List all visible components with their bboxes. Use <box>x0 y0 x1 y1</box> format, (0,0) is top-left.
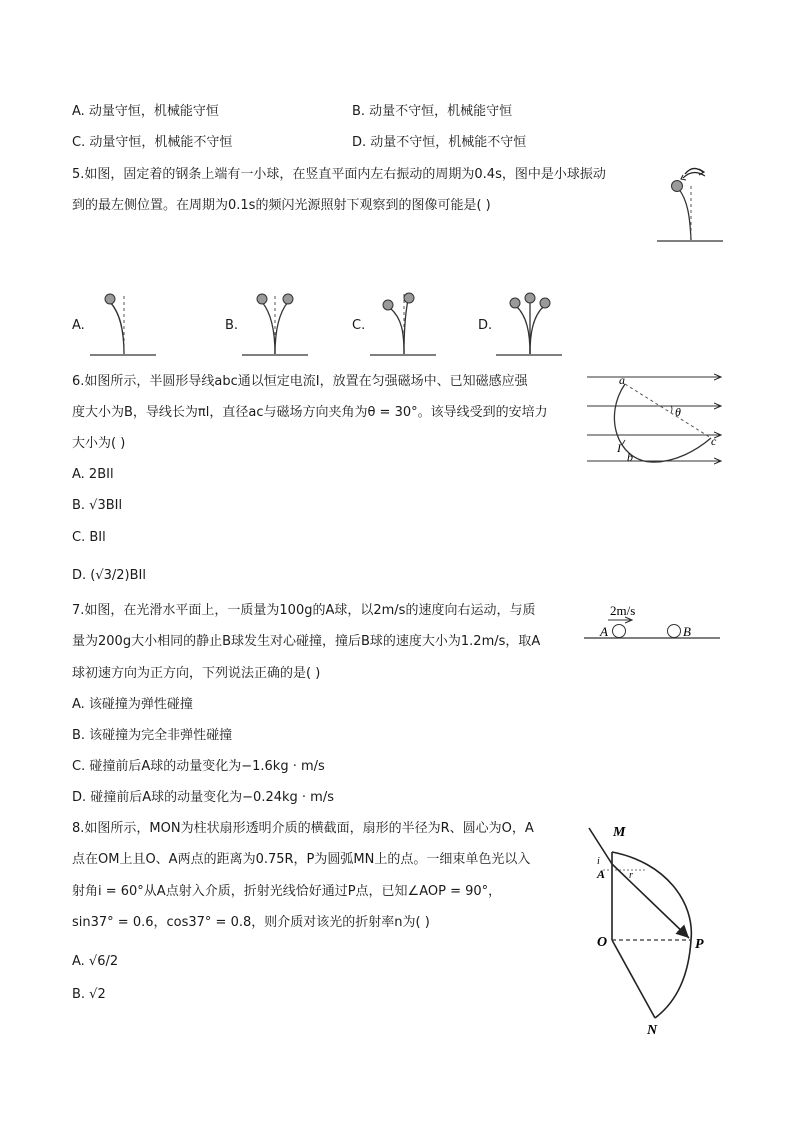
q8-figure <box>585 822 725 1044</box>
q5-option-b-label: B. <box>225 318 239 333</box>
q8-label-n: N <box>647 1023 658 1038</box>
q8-option-b: B. √2 <box>72 987 106 1002</box>
q8-label-r: r <box>629 870 633 881</box>
q8-option-a: A. √6/2 <box>72 954 119 969</box>
q5-main-figure <box>655 160 725 246</box>
q7-stem-line-3: 球初速方向为正方向，下列说法正确的是( ) <box>72 666 321 681</box>
q6-stem-line-2: 度大小为B，导线长为πl，直径ac与磁场方向夹角为θ = 30°。该导线受到的安培力 <box>72 405 548 420</box>
q7-stem-line-1: 7.如图，在光滑水平面上，一质量为100g的A球，以2m/s的速度向右运动，与质 <box>72 603 536 618</box>
q6-label-b: b <box>627 450 633 464</box>
q8-stem-line-4: sin37° = 0.6，cos37° = 0.8，则介质对该光的折射率n为( ) <box>72 915 430 930</box>
q5-option-c-label: C. <box>352 318 366 333</box>
q7-speed-label: 2m/s <box>610 603 636 618</box>
q6-stem-line-3: 大小为( ) <box>72 436 126 451</box>
q8-label-p: P <box>695 937 704 952</box>
q7-stem-line-2: 量为200g大小相同的静止B球发生对心碰撞，撞后B球的速度大小为1.2m/s，取A <box>72 634 541 649</box>
q6-figure <box>585 368 725 468</box>
q7-option-b: B. 该碰撞为完全非弹性碰撞 <box>72 728 233 743</box>
q4-option-d: D. 动量不守恒，机械能不守恒 <box>352 135 527 150</box>
q6-label-a: a <box>619 373 625 387</box>
q5-option-c-figure <box>368 288 438 360</box>
q7-figure <box>582 600 722 644</box>
q5-option-a-label: A. <box>72 318 85 333</box>
q4-option-c: C. 动量守恒，机械能不守恒 <box>72 135 233 150</box>
q8-stem-line-3: 射角i = 60°从A点射入介质，折射光线恰好通过P点，已知∠AOP = 90°， <box>72 884 502 899</box>
q6-option-c: C. BIl <box>72 530 106 545</box>
q4-option-b: B. 动量不守恒，机械能守恒 <box>352 104 513 119</box>
q7-label-a: A <box>600 624 608 639</box>
q5-stem-line-1: 5.如图，固定着的钢条上端有一小球，在竖直平面内左右振动的周期为0.4s，图中是小球振动 <box>72 167 606 182</box>
q8-stem-line-1: 8.如图所示，MON为柱状扇形透明介质的横截面，扇形的半径为R、圆心为O，A <box>72 821 534 836</box>
q8-label-o: O <box>597 935 608 950</box>
q6-option-b: B. √3BIl <box>72 498 123 513</box>
q5-option-a-figure <box>88 288 158 360</box>
q6-stem-line-1: 6.如图所示，半圆形导线abc通以恒定电流I，放置在匀强磁场中、已知磁感应强 <box>72 374 528 389</box>
q4-option-a: A. 动量守恒，机械能守恒 <box>72 104 219 119</box>
q8-label-i: i <box>597 856 600 867</box>
q7-option-d: D. 碰撞前后A球的动量变化为−0.24kg · m/s <box>72 790 334 805</box>
q5-option-b-figure <box>240 288 310 360</box>
q6-label-theta: θ <box>675 405 681 419</box>
q8-label-m: M <box>613 825 626 840</box>
q6-label-current: I <box>617 441 621 455</box>
q5-option-d-label: D. <box>478 318 493 333</box>
q7-option-c: C. 碰撞前后A球的动量变化为−1.6kg · m/s <box>72 759 325 774</box>
q6-option-a: A. 2BIl <box>72 467 114 482</box>
q6-option-d: D. (√3/2)BIl <box>72 568 146 583</box>
q7-label-b: B <box>683 624 691 639</box>
q8-label-a: A <box>597 867 606 881</box>
q6-label-c: c <box>711 434 717 448</box>
q5-option-d-figure <box>494 288 564 360</box>
q5-stem-line-2: 到的最左侧位置。在周期为0.1s的频闪光源照射下观察到的图像可能是( ) <box>72 198 491 213</box>
q8-stem-line-2: 点在OM上且O、A两点的距离为0.75R，P为圆弧MN上的点。一细束单色光以入 <box>72 852 531 867</box>
q7-option-a: A. 该碰撞为弹性碰撞 <box>72 697 193 712</box>
